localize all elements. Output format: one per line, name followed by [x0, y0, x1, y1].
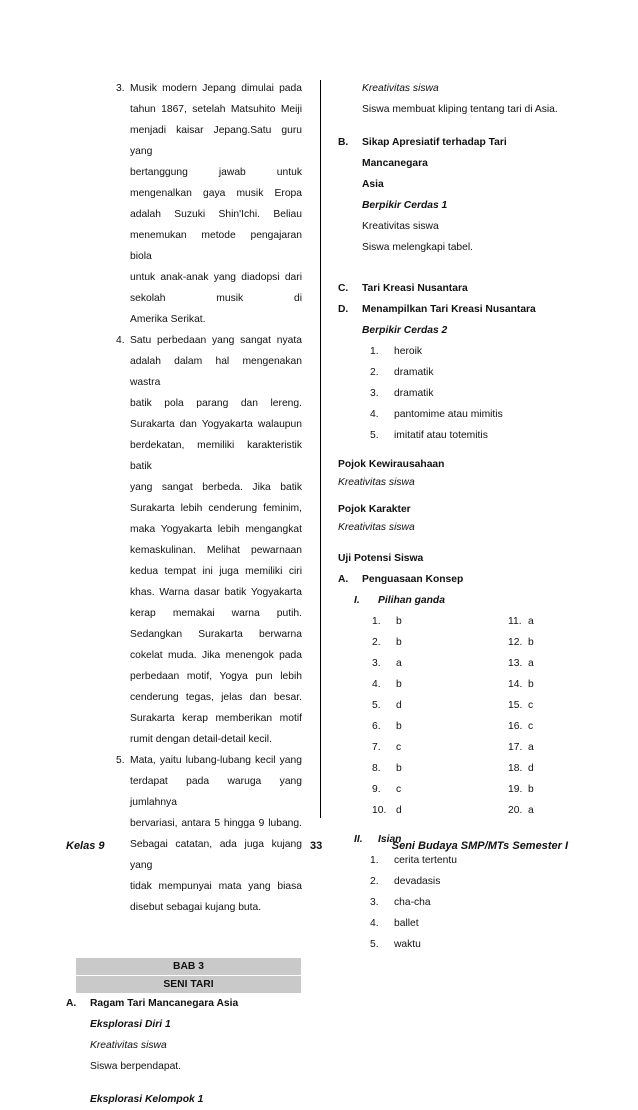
- answer-key-grid: [372, 611, 570, 821]
- item-text: heroik: [394, 346, 423, 357]
- answer-row: [372, 674, 570, 695]
- item-line: tidak mempunyai mata yang biasa: [130, 881, 302, 892]
- item-number: 2.: [370, 367, 379, 378]
- answer-number: 20.: [508, 805, 523, 816]
- section-d-list: [338, 341, 570, 446]
- spacer: [66, 1077, 302, 1089]
- section-d-title: Menampilkan Tari Kreasi Nusantara: [362, 304, 536, 315]
- item-text: cerita tertentu: [394, 855, 457, 866]
- list-item: [370, 362, 570, 383]
- section-b: [338, 132, 570, 195]
- answer-number: 11.: [508, 616, 522, 627]
- answer-number: 13.: [508, 658, 523, 669]
- item-line: terdapat pada waruga yang jumlahnya: [130, 776, 302, 808]
- item-line: rumit dengan detail-detail kecil.: [130, 734, 272, 745]
- answer-number: 16.: [508, 721, 523, 732]
- item-number: 2.: [370, 876, 379, 887]
- item-line: bervariasi, antara 5 hingga 9 lubang.: [130, 818, 302, 829]
- answer-number: 14.: [508, 679, 523, 690]
- list-item: [370, 341, 570, 362]
- answer-value: b: [396, 679, 402, 690]
- item-number: 1.: [370, 346, 379, 357]
- item-line: cenderung tegas, jelas dan besar.: [130, 692, 302, 703]
- chapter-header: [76, 958, 301, 993]
- item-line: mengenalkan gaya musik Eropa: [130, 188, 302, 199]
- numbered-answer-list: [66, 78, 302, 918]
- item-line: adalah dalam hal mengenakan wastra: [130, 356, 302, 388]
- section-b-title-1: Sikap Apresiatif terhadap Tari Mancanegara: [362, 137, 507, 169]
- item-number: 4.: [370, 918, 379, 929]
- answer-number: 9.: [372, 784, 381, 795]
- uji-potensi-title: Uji Potensi Siswa: [338, 553, 424, 564]
- kreativitas-label: Kreativitas siswa: [90, 1040, 167, 1051]
- answer-value: a: [528, 742, 534, 753]
- answer-value: c: [396, 742, 402, 753]
- item-text: waktu: [394, 939, 421, 950]
- footer-book-title: Seni Budaya SMP/MTs Semester I: [391, 840, 568, 852]
- item-text: dramatik: [394, 367, 434, 378]
- item-line: tahun 1867, setelah Matsuhito Meiji: [130, 104, 302, 115]
- answer-number: 15.: [508, 700, 523, 711]
- answer-row: [372, 737, 570, 758]
- item-number: 1.: [370, 855, 379, 866]
- item-number: 3.: [370, 897, 379, 908]
- answer-value: c: [528, 721, 534, 732]
- item-line: Surakarta kerap memberikan motif: [130, 713, 302, 724]
- item-line: Musik modern Jepang dimulai pada: [130, 83, 302, 94]
- answer-value: d: [528, 763, 534, 774]
- right-column: [338, 78, 570, 955]
- left-column: [66, 78, 302, 1110]
- answer-value: b: [396, 616, 402, 627]
- answer-number: 19.: [508, 784, 523, 795]
- item-line: perbedaan motif, Yogya pun lebih: [130, 671, 302, 682]
- pojok-kewirausahaan-text: Kreativitas siswa: [338, 477, 415, 488]
- item-number: 4.: [116, 335, 125, 346]
- item-text: imitatif atau totemitis: [394, 430, 488, 441]
- section-d-letter: D.: [338, 304, 349, 315]
- section-a-text: Siswa berpendapat.: [90, 1061, 182, 1072]
- list-item: [66, 750, 302, 918]
- item-line: bertanggung jawab untuk: [130, 167, 302, 178]
- item-line: Surakarta lebih cenderung feminim,: [130, 503, 302, 514]
- item-line: Satu perbedaan yang sangat nyata: [130, 335, 302, 346]
- answer-number: 12.: [508, 637, 523, 648]
- item-line: maka Yogyakarta lebih mengangkat: [130, 524, 302, 535]
- item-line: Surakarta dan Yogyakarta walaupun: [130, 419, 302, 430]
- answer-row: [372, 758, 570, 779]
- item-line: untuk anak-anak yang diadopsi dari: [130, 272, 302, 283]
- item-number: 3.: [370, 388, 379, 399]
- list-item: [66, 78, 302, 330]
- answer-number: 2.: [372, 637, 381, 648]
- answer-value: b: [528, 784, 534, 795]
- item-number: 5.: [116, 755, 125, 766]
- item-line: Sedangkan Surakarta berwarna: [130, 629, 302, 640]
- answer-value: d: [396, 700, 402, 711]
- item-line: kemaskulinan. Melihat pewarnaan: [130, 545, 302, 556]
- answer-value: a: [528, 805, 534, 816]
- item-text: pantomime atau mimitis: [394, 409, 503, 420]
- section-a: [66, 993, 302, 1014]
- answer-value: b: [528, 679, 534, 690]
- answer-number: 10.: [372, 805, 387, 816]
- answer-value: a: [396, 658, 402, 669]
- answer-value: b: [396, 637, 402, 648]
- answer-value: b: [396, 721, 402, 732]
- section-c-letter: C.: [338, 283, 349, 294]
- list-item: [370, 404, 570, 425]
- item-line: batik pola parang dan lereng.: [130, 398, 302, 409]
- item-line: menjadi kaisar Jepang.Satu guru yang: [130, 125, 302, 157]
- answer-row: [372, 611, 570, 632]
- section-a-letter: A.: [66, 998, 77, 1009]
- eksplorasi-diri-heading: Eksplorasi Diri 1: [90, 1019, 171, 1030]
- list-item: [66, 330, 302, 750]
- berpikir-cerdas-2: Berpikir Cerdas 2: [362, 325, 448, 336]
- item-line: adalah Suzuki Shin'Ichi. Beliau: [130, 209, 302, 220]
- item-number: 5.: [370, 430, 379, 441]
- answer-row: [372, 716, 570, 737]
- item-text: devadasis: [394, 876, 441, 887]
- pilihan-ganda-title: Pilihan ganda: [378, 595, 445, 606]
- answer-value: c: [528, 700, 534, 711]
- list-item: [370, 913, 570, 934]
- item-line: sekolah musik di: [130, 293, 302, 304]
- kreativitas-text: Kreativitas siswa: [362, 221, 439, 232]
- item-number: 3.: [116, 83, 125, 94]
- answer-value: b: [396, 763, 402, 774]
- chapter-number: BAB 3: [76, 958, 301, 975]
- answer-value: a: [528, 658, 534, 669]
- pilihan-ganda-heading: [338, 590, 570, 611]
- section-b-text: Siswa melengkapi tabel.: [362, 242, 474, 253]
- isian-title: Isian: [378, 834, 402, 845]
- item-line: berdekatan, memiliki karakteristik batik: [130, 440, 302, 472]
- answer-number: 5.: [372, 700, 381, 711]
- section-b-title-2: Asia: [362, 179, 384, 190]
- item-line: Mata, yaitu lubang-lubang kecil yang: [130, 755, 302, 766]
- answer-value: d: [396, 805, 402, 816]
- answer-number: 3.: [372, 658, 381, 669]
- item-line: yang sangat berbeda. Jika batik: [130, 482, 302, 493]
- list-item: [370, 850, 570, 871]
- item-line: Sebagai catatan, ada juga kujang yang: [130, 839, 302, 871]
- section-c-title: Tari Kreasi Nusantara: [362, 283, 468, 294]
- column-divider: [320, 80, 321, 818]
- berpikir-cerdas-1: Berpikir Cerdas 1: [362, 200, 448, 211]
- item-number: 4.: [370, 409, 379, 420]
- penguasaan-letter: A.: [338, 574, 349, 585]
- item-line: menemukan metode pengajaran biola: [130, 230, 302, 262]
- section-a-title: Ragam Tari Mancanegara Asia: [90, 998, 239, 1009]
- answer-value: b: [528, 637, 534, 648]
- item-line: disebut sebagai kujang buta.: [130, 902, 262, 913]
- kreativitas-label: Kreativitas siswa: [362, 83, 439, 94]
- item-line: kerap memakai warna putih.: [130, 608, 302, 619]
- answer-row: [372, 632, 570, 653]
- section-c: [338, 278, 570, 299]
- answer-number: 6.: [372, 721, 381, 732]
- penguasaan-title: Penguasaan Konsep: [362, 574, 464, 585]
- answer-number: 7.: [372, 742, 381, 753]
- item-line: Amerika Serikat.: [130, 314, 206, 325]
- page-number: 33: [310, 840, 323, 852]
- pojok-kewirausahaan-title: Pojok Kewirausahaan: [338, 459, 445, 470]
- answer-number: 8.: [372, 763, 381, 774]
- eksplorasi-kelompok-heading: Eksplorasi Kelompok 1: [90, 1094, 204, 1105]
- chapter-title: SENI TARI: [76, 975, 301, 993]
- answer-row: [372, 653, 570, 674]
- item-text: ballet: [394, 918, 419, 929]
- answer-row: [372, 779, 570, 800]
- list-item: [370, 871, 570, 892]
- answer-value: c: [396, 784, 402, 795]
- answer-value: a: [528, 616, 534, 627]
- item-text: dramatik: [394, 388, 434, 399]
- item-line: kedua tempat ini juga memiliki ciri: [130, 566, 302, 577]
- list-item: [370, 383, 570, 404]
- list-item: [370, 934, 570, 955]
- kliping-text: Siswa membuat kliping tentang tari di Asia.: [362, 104, 558, 115]
- section-d: [338, 299, 570, 320]
- answer-number: 17.: [508, 742, 523, 753]
- item-number: 5.: [370, 939, 379, 950]
- answer-number: 18.: [508, 763, 523, 774]
- answer-number: 1.: [372, 616, 381, 627]
- answer-row: [372, 695, 570, 716]
- section-b-letter: B.: [338, 137, 349, 148]
- item-line: cokelat muda. Jika menengok pada: [130, 650, 302, 661]
- list-item: [370, 425, 570, 446]
- pojok-karakter-text: Kreativitas siswa: [338, 522, 415, 533]
- footer-class: Kelas 9: [66, 840, 105, 852]
- item-line: khas. Warna dasar batik Yogyakarta: [130, 587, 302, 598]
- answer-number: 4.: [372, 679, 381, 690]
- answer-row: [372, 800, 570, 821]
- roman-numeral: I.: [354, 595, 360, 606]
- pojok-karakter-title: Pojok Karakter: [338, 504, 411, 515]
- section-penguasaan: [338, 569, 570, 590]
- roman-numeral: II.: [354, 834, 363, 845]
- item-text: cha-cha: [394, 897, 431, 908]
